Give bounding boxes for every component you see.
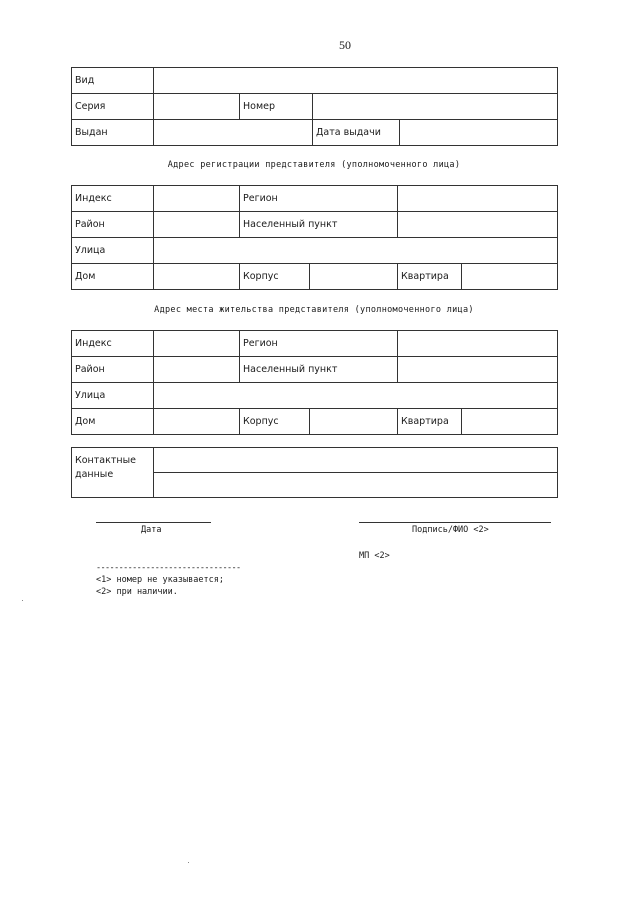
scan-speck (188, 862, 189, 863)
residence-address-table (71, 330, 558, 435)
number-field[interactable] (313, 94, 558, 120)
registration-address-table (71, 185, 558, 290)
reg-locality-label: Населенный пункт (240, 212, 398, 238)
issue-date-label: Дата выдачи (313, 120, 400, 146)
view-label: Вид (72, 68, 154, 94)
issue-date-field[interactable] (400, 120, 558, 146)
reg-region-label: Регион (240, 186, 398, 212)
res-street-label: Улица (72, 383, 154, 409)
res-region-field[interactable] (398, 331, 558, 357)
res-house-label: Дом (72, 409, 154, 435)
issued-field[interactable] (154, 120, 313, 146)
contacts-label-line2: данные (75, 469, 114, 480)
footnote-separator: -------------------------------- (96, 563, 241, 573)
res-district-field[interactable] (154, 357, 240, 383)
reg-apartment-label: Квартира (398, 264, 462, 290)
contacts-field-2[interactable] (154, 473, 558, 498)
res-apartment-label: Квартира (398, 409, 462, 435)
series-label: Серия (72, 94, 154, 120)
res-locality-label: Населенный пункт (240, 357, 398, 383)
res-building-field[interactable] (310, 409, 398, 435)
issued-label: Выдан (72, 120, 154, 146)
res-district-label: Район (72, 357, 154, 383)
reg-district-label: Район (72, 212, 154, 238)
footnote-2: <2> при наличии. (96, 587, 178, 597)
residence-address-title: Адрес места жительства представителя (уполномоченного лица) (154, 305, 474, 315)
stamp-label: МП <2> (359, 551, 390, 561)
res-house-field[interactable] (154, 409, 240, 435)
signature-line[interactable] (359, 522, 551, 523)
footnote-1: <1> номер не указывается; (96, 575, 224, 585)
reg-street-label: Улица (72, 238, 154, 264)
reg-region-field[interactable] (398, 186, 558, 212)
reg-locality-field[interactable] (398, 212, 558, 238)
number-label: Номер (240, 94, 313, 120)
res-index-field[interactable] (154, 331, 240, 357)
contacts-field-1[interactable] (154, 448, 558, 473)
reg-district-field[interactable] (154, 212, 240, 238)
reg-apartment-field[interactable] (462, 264, 558, 290)
contacts-label-line1: Контактные (75, 455, 136, 466)
series-field[interactable] (154, 94, 240, 120)
reg-house-label: Дом (72, 264, 154, 290)
signature-caption: Подпись/ФИО <2> (412, 525, 489, 535)
view-field[interactable] (154, 68, 558, 94)
identity-document-table (71, 67, 558, 146)
reg-building-label: Корпус (240, 264, 310, 290)
reg-building-field[interactable] (310, 264, 398, 290)
date-caption: Дата (141, 525, 162, 535)
res-locality-field[interactable] (398, 357, 558, 383)
page-number: 50 (339, 38, 351, 52)
reg-index-label: Индекс (72, 186, 154, 212)
contacts-table (71, 447, 558, 498)
res-street-field[interactable] (154, 383, 558, 409)
res-building-label: Корпус (240, 409, 310, 435)
res-apartment-field[interactable] (462, 409, 558, 435)
reg-index-field[interactable] (154, 186, 240, 212)
res-region-label: Регион (240, 331, 398, 357)
scan-speck (22, 600, 23, 601)
contacts-label (72, 448, 154, 498)
res-index-label: Индекс (72, 331, 154, 357)
reg-house-field[interactable] (154, 264, 240, 290)
date-signature-line[interactable] (96, 522, 211, 523)
registration-address-title: Адрес регистрации представителя (уполномоченного лица) (167, 160, 461, 170)
reg-street-field[interactable] (154, 238, 558, 264)
